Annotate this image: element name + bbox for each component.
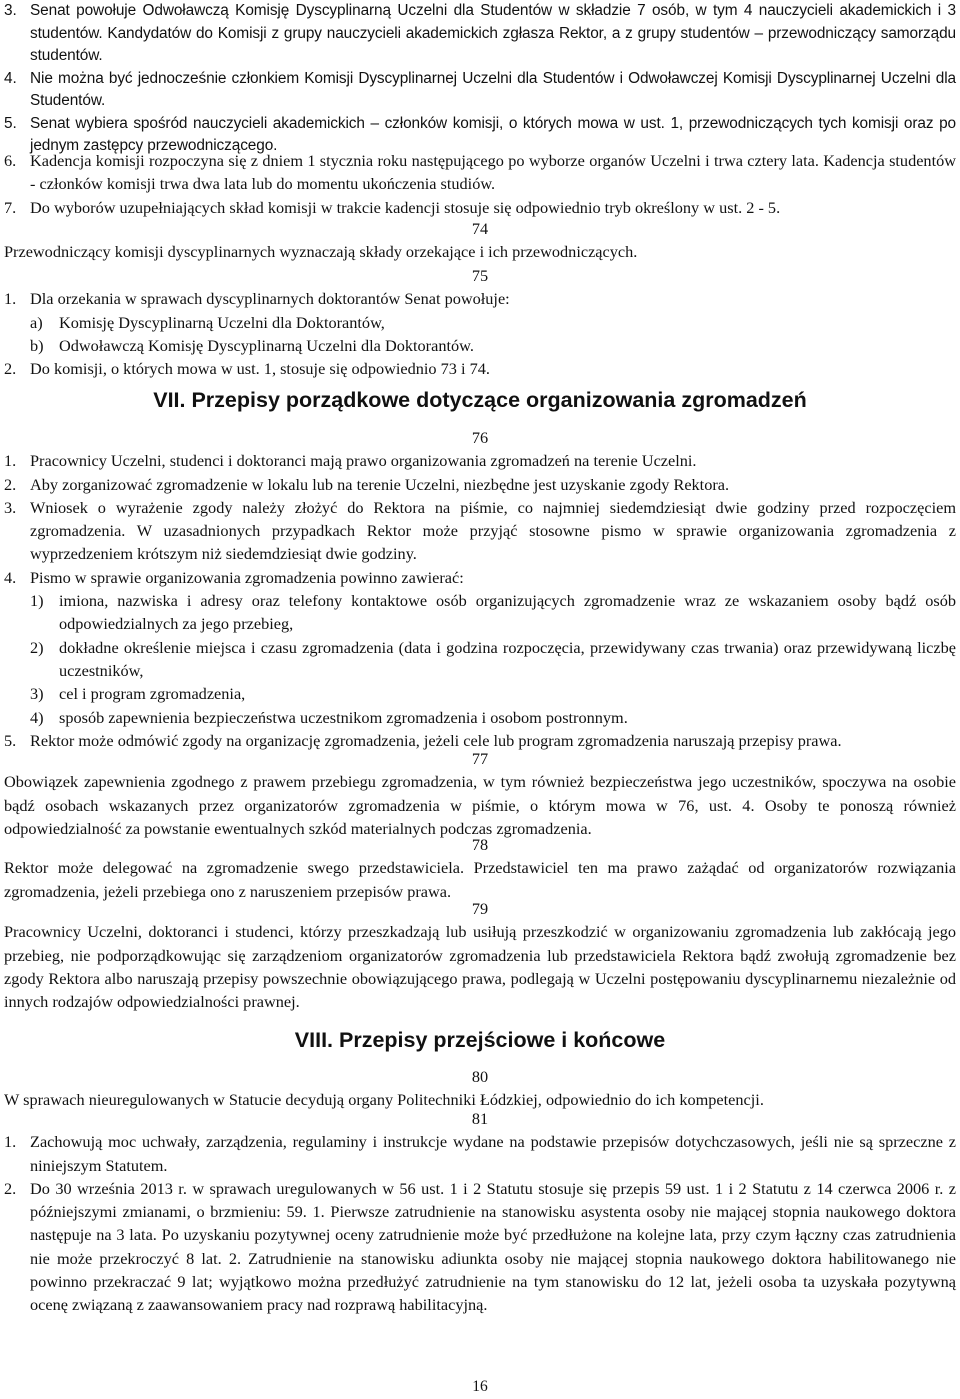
list-item: 3. Senat powołuje Odwoławczą Komisję Dyscyplinarną Uczelni dla Studentów w składzie 7 osób, w tym 4 nauczycieli akademickich i 3 studentów. Kandydatów do Komisji z grupy nauczycieli akademickich zgłasza Rektor, a z grupy studentów – przewodniczący samorządu studentów. (4, 2, 956, 64)
section-label: 77 (471, 749, 489, 768)
page-number: 16 (472, 1378, 488, 1395)
section-76 (4, 426, 956, 752)
list-item: 4. Pismo w sprawie organizowania zgromadzenia powinno zawierać: (4, 567, 464, 587)
section-78 (4, 833, 956, 903)
paragraph: Obowiązek zapewnienia zgodnego z prawem przebiegu zgromadzenia, w tym również bezpieczeństwa jego uczestników, spoczywa na osobie bądź osobach wskazanych przez organizatorów zgromadzenia w piśmie, o którym mowa w 76, ust. 4. Osoby te ponoszą również odpowiedzialność za powstanie ewentualnych szkód materialnych podczas zgromadzenia. (4, 772, 956, 838)
sub-item: 4) sposób zapewnienia bezpieczeństwa uczestnikom zgromadzenia i osobom postronnym. (30, 707, 628, 727)
list-item: 5. Senat wybiera spośród nauczycieli akademickich – członków komisji, o których mowa w ust. 1, przewodniczących tych komisji oraz po jednym zastępcy przewodniczącego. (4, 114, 956, 154)
list-item: 2. Aby zorganizować zgromadzenie w lokalu lub na terenie Uczelni, niezbędne jest uzyskanie zgody Rektora. (4, 474, 730, 494)
list-item: 4. Nie można być jednocześnie członkiem Komisji Dyscyplinarnej Uczelni dla Studentów i Odwoławczej Komisji Dyscyplinarnej Uczelni dla Studentów. (4, 69, 956, 109)
chapter-heading-vii: VII. Przepisy porządkowe dotyczące organizowania zgromadzeń (153, 388, 807, 412)
list-item: 5. Rektor może odmówić zgody na organizację zgromadzenia, jeżeli cele lub program zgromadzenia naruszają przepisy prawa. (4, 730, 842, 750)
list-item: 3. Wniosek o wyrażenie zgody należy złożyć do Rektora na piśmie, co najmniej siedemdziesiąt dwie godziny przed rozpoczęciem zgromadzenia. W uzasadnionych przypadkach Rektor może przyjąć stosowne pismo w sprawie organizowania zgromadzenia z wyprzedzeniem krótszym niż siedemdziesiąt dwie godziny. (4, 497, 956, 564)
section-75 (4, 264, 956, 380)
sub-item: 3) cel i program zgromadzenia, (30, 684, 246, 704)
paragraph: Rektor może delegować na zgromadzenie swego przedstawiciela. Przedstawiciel ten ma prawo zażądać od organizatorów rozwiązania zgromadzenia, jeżeli przebiega ono z naruszeniem przepisów prawa. (4, 858, 956, 901)
sub-item: b) Odwoławczą Komisję Dyscyplinarną Uczelni dla Doktorantów. (30, 335, 474, 355)
list-item: 2. Do 30 września 2013 r. w sprawach uregulowanych w 56 ust. 1 i 2 Statutu stosuje się przepis 59 ust. 1 i 2 Statutu z 14 czerwca 2006 r. z późniejszymi zmianami, o brzmieniu: 59. 1. Pierwsze zatrudnienie na stanowisku asystenta osoby nie mającej stopnia naukowego doktora następuje na 3 lata. Po uzyskaniu pozytywnej oceny zatrudnienie może być przedłużone na kolejne lata, przy czym łączny czas zatrudnienia nie może przekroczyć 8 lat. 2. Zatrudnienie na stanowisku adiunkta osoby nie mającej stopnia naukowego doktora habilitowanego nie powinno przekraczać 9 lat; wyjątkowo można przedłużyć zatrudnienie na tym stanowisku do 12 lat, jeżeli osoba ta uzyskała pozytywną ocenę związaną z zaawansowaniem pracy nad rozprawą habilitacyjną. (4, 1178, 956, 1315)
section-label: 78 (471, 835, 489, 854)
section-label: 74 (471, 219, 489, 238)
paragraph: W sprawach nieuregulowanych w Statucie decydują organy Politechniki Łódzkiej, odpowiednio do ich kompetencji. (4, 1090, 764, 1110)
section-80 (4, 1065, 956, 1112)
section-label: 75 (471, 266, 489, 285)
section-label: 79 (471, 899, 489, 918)
list-item: 7. Do wyborów uzupełniających skład komisji w trakcie kadencji stosuje się odpowiednio tryb określony w ust. 2 - 5. (4, 197, 781, 217)
section-81 (4, 1107, 956, 1317)
section-77 (4, 747, 956, 840)
list-item: 6. Kadencja komisji rozpoczyna się z dniem 1 stycznia roku następującego po wyborze organów Uczelni i trwa cztery lata. Kadencja studentów - członków komisji trwa dwa lata lub do momentu ukończenia studiów. (4, 151, 956, 194)
items-3-5 (4, 0, 956, 158)
section-label: 76 (471, 428, 489, 447)
items-6-7 (4, 149, 956, 219)
list-item: 1. Pracownicy Uczelni, studenci i doktoranci mają prawo organizowania zgromadzeń na terenie Uczelni. (4, 451, 697, 471)
sub-item: 1) imiona, nazwiska i adresy oraz telefony kontaktowe osób organizujących zgromadzenie wraz ze wskazaniem osoby bądź osób odpowiedzialnych za jego przebieg, (30, 591, 956, 634)
sub-item: 2) dokładne określenie miejsca i czasu zgromadzenia (data i godzina rozpoczęcia, przewidywany czas trwania) oraz przewidywaną liczbę uczestników, (30, 637, 956, 680)
sub-item: a) Komisję Dyscyplinarną Uczelni dla Doktorantów, (30, 312, 385, 332)
paragraph: Pracownicy Uczelni, doktoranci i studenci, którzy przeszkadzają lub usiłują przeszkodzić w organizowaniu zgromadzenia lub zakłócają jego przebieg, nie podporządkowując się zarządzeniom organizatorów zgromadzenia lub przedstawiciela Rektora bądź zwołują zgromadzenie bez zgody Rektora albo naruszają przepisy powszechnie obowiązującego prawa, podlegają w Uczelni postępowaniu dyscyplinarnemu niezależnie od innych rodzajów odpowiedzialności prawnej. (4, 922, 956, 1012)
list-item: 2. Do komisji, o których mowa w ust. 1, stosuje się odpowiednio 73 i 74. (4, 359, 490, 379)
section-79 (4, 897, 956, 1013)
list-item: 1. Zachowują moc uchwały, zarządzenia, regulaminy i instrukcje wydane na podstawie przepisów dotychczasowych, jeśli nie są sprzeczne z niniejszym Statutem. (4, 1132, 956, 1175)
paragraph: Przewodniczący komisji dyscyplinarnych wyznaczają składy orzekające i ich przewodniczących. (4, 242, 638, 262)
section-label: 80 (471, 1067, 489, 1086)
section-label: 81 (471, 1109, 489, 1128)
section-74 (4, 217, 956, 264)
list-item: 1. Dla orzekania w sprawach dyscyplinarnych doktorantów Senat powołuje: (4, 289, 510, 309)
chapter-heading-viii: VIII. Przepisy przejściowe i końcowe (294, 1028, 666, 1052)
